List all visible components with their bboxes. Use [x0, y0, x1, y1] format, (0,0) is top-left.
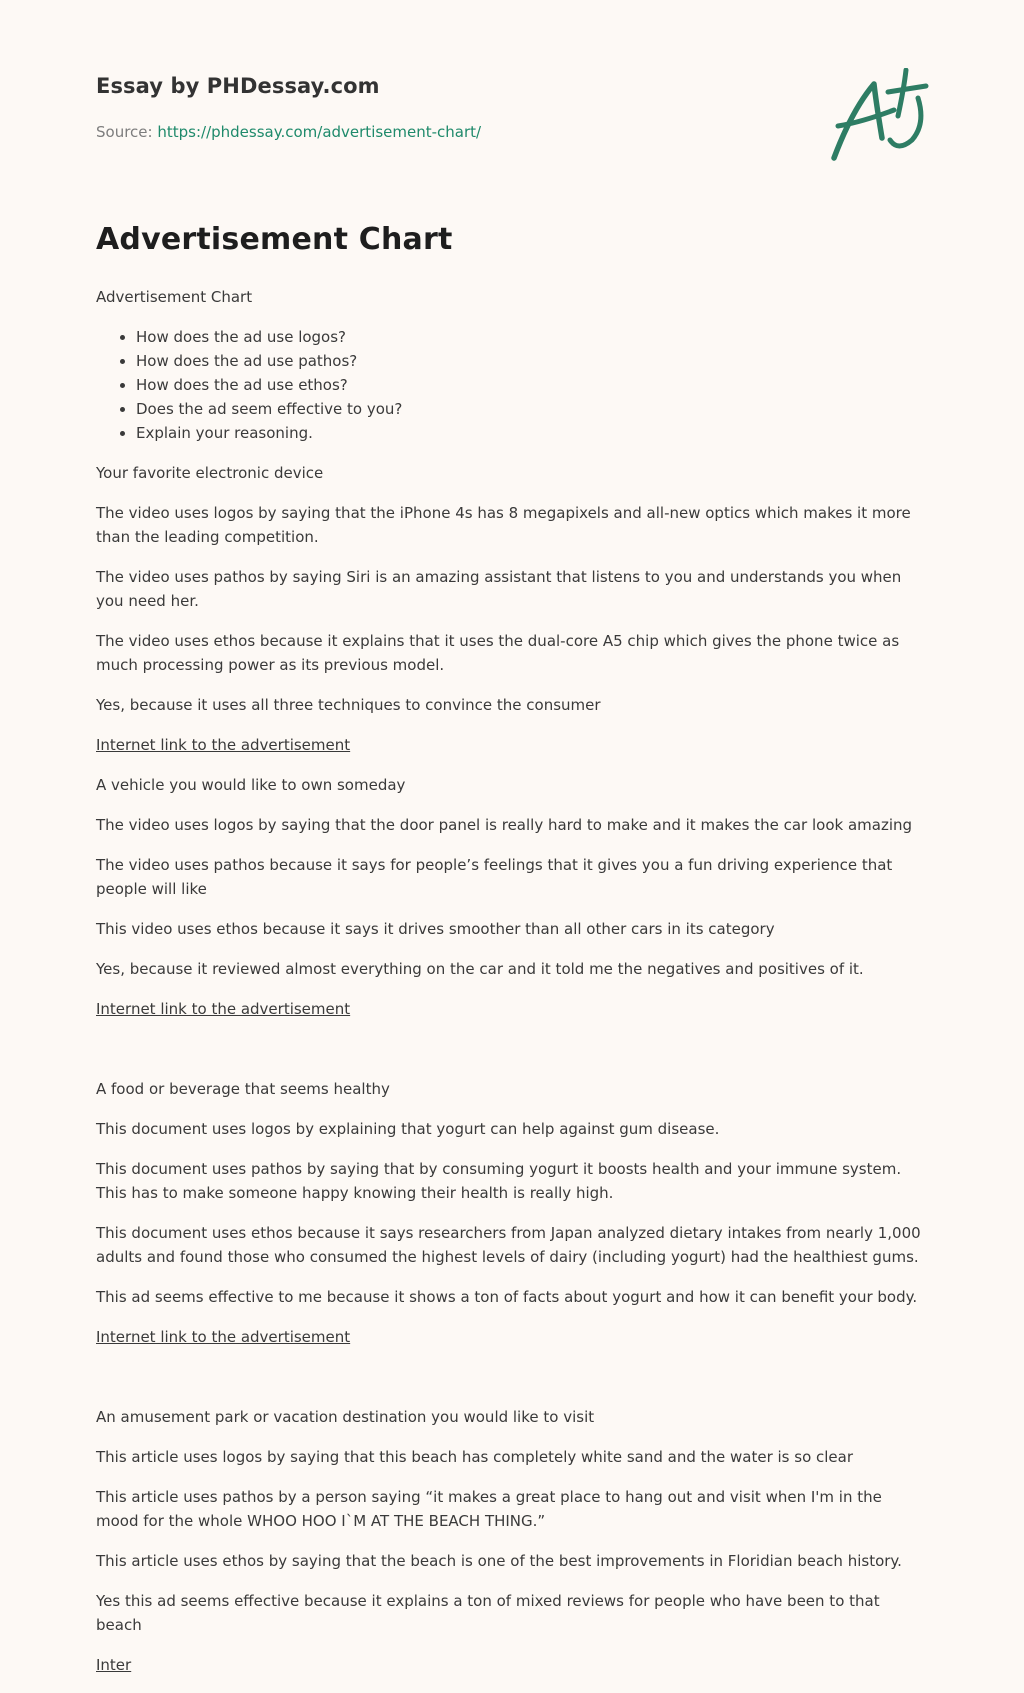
- link-paragraph: [96, 1325, 928, 1349]
- logos-answer: The video uses logos by saying that the iPhone 4s has 8 megapixels and all-new optics which makes it more than the leading competition.: [96, 504, 911, 546]
- pathos-answer: This document uses pathos by saying that by consuming yogurt it boosts health and your immune system. This has to make someone happy knowing their health is really high.: [96, 1160, 902, 1202]
- question-list: [96, 325, 928, 445]
- effectiveness-answer: Yes, because it uses all three techniques to convince the consumer: [96, 696, 601, 714]
- site-title: Essay by PHDessay.com: [96, 74, 380, 98]
- document-title: Advertisement Chart: [96, 222, 453, 257]
- logos-answer: This document uses logos by explaining that yogurt can help against gum disease.: [96, 1120, 720, 1138]
- ethos-answer: This document uses ethos because it says researchers from Japan analyzed dietary intakes from nearly 1,000 adults and found those who consumed the highest levels of dairy (including yogurt) had the healthiest gums.: [96, 1224, 921, 1266]
- advertisement-link[interactable]: Internet link to the advertisement: [96, 1328, 351, 1346]
- advertisement-link[interactable]: Internet link to the advertisement: [96, 736, 351, 754]
- question-item: • How does the ad use logos?: [136, 325, 928, 349]
- question-item: • How does the ad use pathos?: [136, 349, 928, 373]
- section-heading: A vehicle you would like to own someday: [96, 776, 406, 794]
- advertisement-link[interactable]: Internet link to the advertisement: [96, 1000, 351, 1018]
- document-body: [96, 285, 928, 1693]
- question-item: • Does the ad seem effective to you?: [136, 397, 928, 421]
- pathos-answer: The video uses pathos because it says for people’s feelings that it gives you a fun driving experience that people will like: [96, 856, 893, 898]
- pathos-answer: This article uses pathos by a person saying “it makes a great place to hang out and visit when I'm in the mood for the whole WHOO HOO I`M AT THE BEACH THING.”: [96, 1488, 882, 1530]
- effectiveness-answer: Yes this ad seems effective because it explains a ton of mixed reviews for people who have been to that beach: [96, 1592, 880, 1634]
- question-item: • How does the ad use ethos?: [136, 373, 928, 397]
- section-heading: A food or beverage that seems healthy: [96, 1080, 390, 1098]
- effectiveness-answer: This ad seems effective to me because it shows a ton of facts about yogurt and how it can benefit your body.: [96, 1288, 918, 1306]
- pathos-answer: The video uses pathos by saying Siri is an amazing assistant that listens to you and understands you when you need her.: [96, 568, 902, 610]
- source-label: Source:: [96, 123, 153, 141]
- link-paragraph: [96, 997, 928, 1021]
- question-item: • Explain your reasoning.: [136, 421, 928, 445]
- logos-answer: The video uses logos by saying that the door panel is really hard to make and it makes the car look amazing: [96, 816, 913, 834]
- section-heading: An amusement park or vacation destination you would like to visit: [96, 1408, 595, 1426]
- source-link[interactable]: https://phdessay.com/advertisement-chart/: [157, 123, 482, 141]
- source-line: [96, 123, 481, 141]
- section-spacer: [96, 1037, 928, 1077]
- advertisement-link[interactable]: Inter: [96, 1656, 132, 1674]
- ethos-answer: The video uses ethos because it explains that it uses the dual-core A5 chip which gives the phone twice as much processing power as its previous model.: [96, 632, 900, 674]
- section-heading: Your favorite electronic device: [96, 464, 324, 482]
- logos-answer: This article uses logos by saying that this beach has completely white sand and the water is so clear: [96, 1448, 854, 1466]
- link-paragraph: [96, 1653, 928, 1677]
- link-paragraph: [96, 733, 928, 757]
- section-spacer: [96, 1365, 928, 1405]
- effectiveness-answer: Yes, because it reviewed almost everything on the car and it told me the negatives and positives of it.: [96, 960, 864, 978]
- ethos-answer: This video uses ethos because it says it drives smoother than all other cars in its category: [96, 920, 775, 938]
- a-plus-logo-icon: [826, 68, 930, 164]
- intro-text: Advertisement Chart: [96, 288, 253, 306]
- ethos-answer: This article uses ethos by saying that the beach is one of the best improvements in Floridian beach history.: [96, 1552, 902, 1570]
